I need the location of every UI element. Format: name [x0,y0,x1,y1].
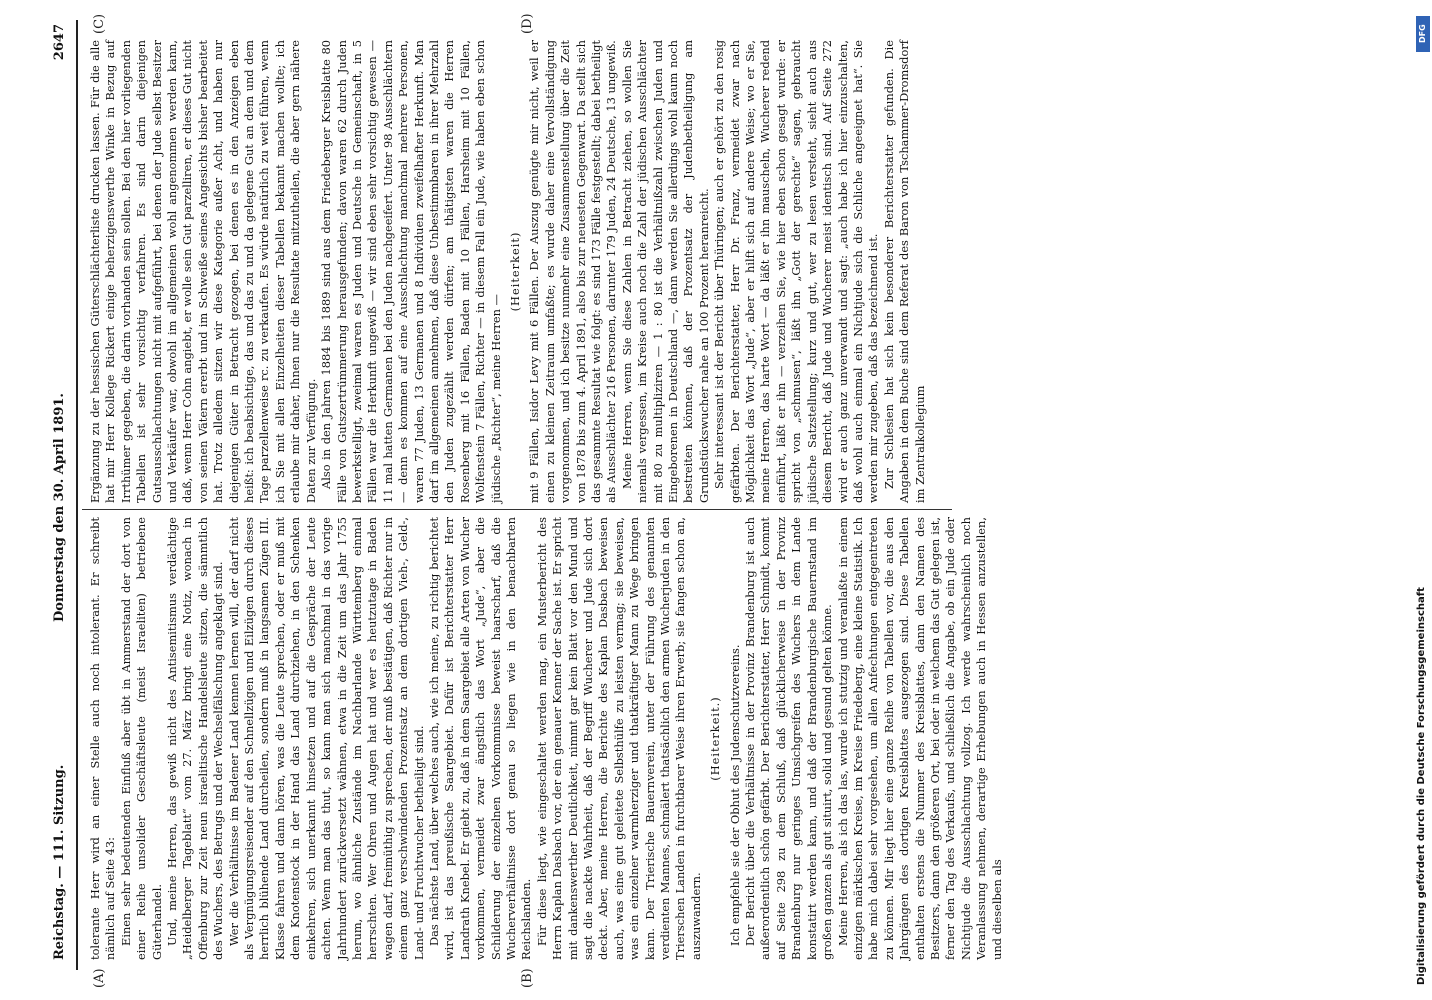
quote-paragraph: Einen sehr bedeutenden Einfluß aber übt in Ammerstand der dort von einer Reihe unsolider Geschäftsleute (meist Israeliten) betriebene Güterhandel. [118,517,164,960]
paragraph: Das nächste Land, über welches auch, wie ich meine, zu richtig berichtet wird, ist das preußische Saargebiet. Dafür ist Berichterstatter Herr Landrath Knebel. Er giebt zu, daß in dem Saargebiet alle Arten von Wucher vorkommen, vermeidet zwar ängstlich das Wort „Jude“, aber die Schilderung der einzelnen Vorkommnisse beweist haarscharf, daß die Wucherverhältnisse dort genau so liegen wie in den benachbarten Reichslanden. [426,517,534,960]
page-number: 2647 [52,24,67,61]
paragraph: Also in den Jahren 1884 bis 1889 sind aus dem Friedeberger Kreisblatte 80 Fälle von Gutszertrümmerung herausgefunden; davon waren 62 durch Juden bewerkstelligt, zweimal waren es Juden und Deutsche in Gemeinschaft, in 5 Fällen war die Herkunft ungewiß — wir sind eben sehr vorsichtig gewesen — 11 mal hatten Germanen bei den Juden nachgeeifert. Unter 98 Ausschlächtern — denn es kommen auf eine Ausschlachtung manchmal mehrere Personen, waren 77 Juden, 13 Germanen und 8 Individuen zweifelhafter Herkunft. Man darf im allgemeinen annehmen, daß diese Unbestimmbaren in ihrer Mehrzahl den Juden zugezählt werden dürfen; am thätigsten waren die Herren Rosenberg mit 16 Fällen, Baden mit 10 Fällen, Harsheim mit 10 Fällen, Wolfenstein 7 Fällen, Richter — in diesem Fall ein Jude, wie haben eben schon jüdische „Richter“, meine Herren — [319,40,503,503]
dfg-logo: DFG [1416,16,1430,52]
paragraph: tolerante Herr wird an einer Stelle auch noch intolerant. Er schreibt nämlich auf Seite 43: [88,517,118,960]
interjection: (Heiterkeit) [507,231,522,312]
text-column-left [88,517,1004,960]
header-rule [76,20,78,970]
header-date: Donnerstag den 30. April 1891. [52,393,67,622]
paragraph: Der Bericht über die Verhältnisse in der Provinz Brandenburg ist auch außerordentlich schön gefärbt. Der Berichterstatter, Herr Schmidt, kommt auf Seite 298 zu dem Schluß, daß glücklicherweise in der Provinz Brandenburg nur geringes Umsichgreifen des Wuchers in dem Lande konstatirt werden kann, und daß der Brandenburgische Bauernstand im großen ganzen als gut situirt, solid und gesund gelten könne. [743,517,835,960]
paragraph: Zur Schlesien hat sich kein besonderer Berichterstatter gefunden. Die Angaben in dem Buche sind dem Referat des Baron von Tschammer-Dromsdorf im Zentralkollegium [881,40,927,503]
column-divider [82,509,952,510]
page-header [52,0,74,1000]
paragraph: Wer die Verhältnisse im Badener Land kennen lernen will, der darf nicht als Vergnügungsreisender auf den Schnellzügen und Eilzügen durch dieses herrlich blühende Land durcheilen, sondern muß in langsamen Zügen III. Klasse fahren und dann hören, was die Leute sprechen, oder er muß mit dem Knotenstock in der Hand das Land durchziehen, in den Schenken einkehren, sich unerkannt hinsetzen und auf die Gespräche der Leute achten. Wenn man das thut, so kann man sich manchmal in das vorige Jahrhundert zurückversetzt wähnen, etwa in die Zeit um das Jahr 1755 herum, wo ähnliche Zustände im Nachbarlande Württemberg einmal herrschten. Wer Ohren und Augen hat und wer es heutzutage in Baden wagen darf, freimüthig zu sprechen, der muß bestätigen, daß Richter nur in einem ganz verschwindenden Prozentsatz an dem dortigen Vieh-, Geld-, Land- und Fruchtwucher betheiligt sind. [226,517,426,960]
paragraph: Sehr interessant ist der Bericht über Thüringen; auch er gehört zu den rosig gefärbten. Der Berichterstatter, Herr Dr. Franz, vermeidet zwar nach Möglichkeit das Wort „Jude“, aber er hilft sich auf andere Weise; wo er Sie, meine Herren, das harte Wort — da läßt er ihn mauscheln, Wucherer redend einführt, läßt er ihn — verzeihen Sie, wie hier eben schon gesagt wurde: er spricht von „schmusen“, läßt ihn „Gott der gerechte“ sagen, gebraucht jüdische Satzstellung; kurz und gut, wer zu lesen versteht, sieht auch aus diesem Bericht, daß Jude und Wucherer meist identisch sind. Auf Seite 272 wird er auch ganz unverwandt und sagt: „auch habe ich hier einzuschalten, daß wohl auch einmal ein Nichtjude sich die Schliche angeeignet hat“. Sie werden mir zugeben, daß das bezeichnend ist. [712,40,881,503]
margin-letter-d: (D) [520,13,535,34]
header-session: Reichstag. — 111. Sitzung. [52,764,67,960]
margin-letter-c: (C) [92,13,107,34]
dfg-credit-text: Digitalisierung gefördert durch die Deutsche Forschungsgemeinschaft [1416,587,1427,985]
interjection: (Heiterkeit.) [708,696,723,781]
paragraph: Und, meine Herren, das gewiß nicht des Antisemitismus verdächtige „Heidelberger Tageblatt“ vom 27. März bringt eine Notiz, wonach in Offenburg zur Zeit neun israelitische Handelsleute sitzen, die sämmtlich des Wuchers, des Betrugs und der Wechselfälschung angeklagt sind. [165,517,226,960]
paragraph: Meine Herren, wenn Sie diese Zahlen in Betracht ziehen, so wollen Sie niemals vergessen, im Kreise auch noch die Zahl der jüdischen Ausschlächter mit 80 zu multipliziren — 1 : 80 ist die Verhältnißzahl zwischen Juden und Eingeborenen in Deutschland —, dann werden Sie allerdings wohl kaum noch bestreiten können, daß der Prozentsatz der Judenbetheiligung am Grundstückswucher nahe an 100 Prozent heranreicht. [619,40,711,503]
paragraph: Ich empfehle sie der Obhut des Judenschutzvereins. [727,644,742,946]
paragraph: mit 9 Fällen, Isidor Levy mit 6 Fällen. Der Auszug genügte mir nicht, weil er einen zu kleinen Zeitraum umfaßte; es wurde daher eine Vervollständigung vorgenommen, und ich besitze nunmehr eine Zusammenstellung über die Zeit von 1878 bis zum 4. April 1891, also bis zur neuesten Gegenwart. Da stellt sich das gesammte Resultat wie folgt: es sind 173 Fälle festgestellt; dabei betheiligt als Ausschlächter 216 Personen, darunter 179 Juden, 24 Deutsche, 13 ungewiß. [527,40,619,503]
text-column-right [88,40,948,503]
paragraph: Für diese liegt, wie eingeschaltet werden mag, ein Musterbericht des Herrn Kaplan Dasbach vor, der ein genauer Kenner der Sache ist. Er spricht mit dankenswerther Deutlichkeit, nimmt gar kein Blatt vor den Mund und sagt die nackte Wahrheit, daß der Begriff Wucherer und Jude sich dort deckt. Aber, meine Herren, die Berichte des Kaplan Dasbach beweisen auch, was eine gut geleitete Selbsthülfe zu leisten vermag; sie beweisen, was ein einzelner warmherziger und thatkräftiger Mann zu Wege bringen kann. Der Trierische Bauernverein, unter der Führung des genannten verdienten Mannes, schmälert thatsächlich den armen Wucherjuden in den Trierschen Landen in furchtbarer Weise ihren Erwerb; sie fangen schon an, auszuwandern. [534,517,703,960]
dfg-credit-strip [1412,10,1432,990]
paragraph: Ergänzung zu der hessischen Güterschlächterliste drucken lassen. Für die alle hat mir Herr Kollege Rickert einige beherzigenswerthe Winke in Bezug auf Irrthümer gegeben, die darin vorhanden sein sollen. Bei den hier vorliegenden Tabellen ist sehr vorsichtig verfahren. Es sind darin diejenigen Gutsausschlachtungen nicht mit aufgeführt, bei denen der Jude selbst Besitzer und Verkäufer war, obwohl im allgemeinen wohl angenommen werden kann, daß, wenn Herr Cohn angiebt, er wolle sein Gut parzelliren, er dieses Gut nicht von seinen Vätern ererbt und im Schweiße seines Angesichts bisher bearbeitet hat. Trotz alledem sitzen wir diese Kategorie außer Acht, und haben nur diejenigen Güter in Betracht gezogen, bei denen es in den Anzeigen eben heißt: ich beabsichtige, das und das zu und da gelegene Gut an dem und dem Tage parzellenweise rc. zu verkaufen. Es würde natürlich zu weit führen, wenn ich Sie mit allen Einzelheiten dieser Tabellen bekannt machen wollte; ich erlaube mir daher, Ihnen nur die Resultate mitzutheilen, die aber gern nähere Daten zur Verfügung. [88,40,318,503]
paragraph: Meine Herren, als ich das las, wurde ich stutzig und veranlaßte in einem einzigen märkischen Kreise, im Kreise Friedeberg, eine kleine Statistik. Ich habe mich dabei sehr vorgesehen, um allen Anfechtungen entgegentreten zu können. Mir liegt hier eine ganze Reihe von Tabellen vor, die aus den Jahrgängen des dortigen Kreisblattes ausgezogen sind. Diese Tabellen enthalten erstens die Nummer des Kreisblattes, dann den Namen des Besitzers, dann den größeren Ort, bei oder in welchem das Gut gelegen ist, ferner den Tag des Verkaufs, und schließlich die Angabe, ob ein Jude oder Nichtjude die Ausschlachtung vollzog. Ich werde wahrscheinlich noch Veranlassung nehmen, derartige Erhebungen auch in Hessen anzustellen, und dieselben als [835,517,1004,960]
margin-letter-b: (B) [520,968,535,988]
margin-letter-a: (A) [92,968,107,988]
